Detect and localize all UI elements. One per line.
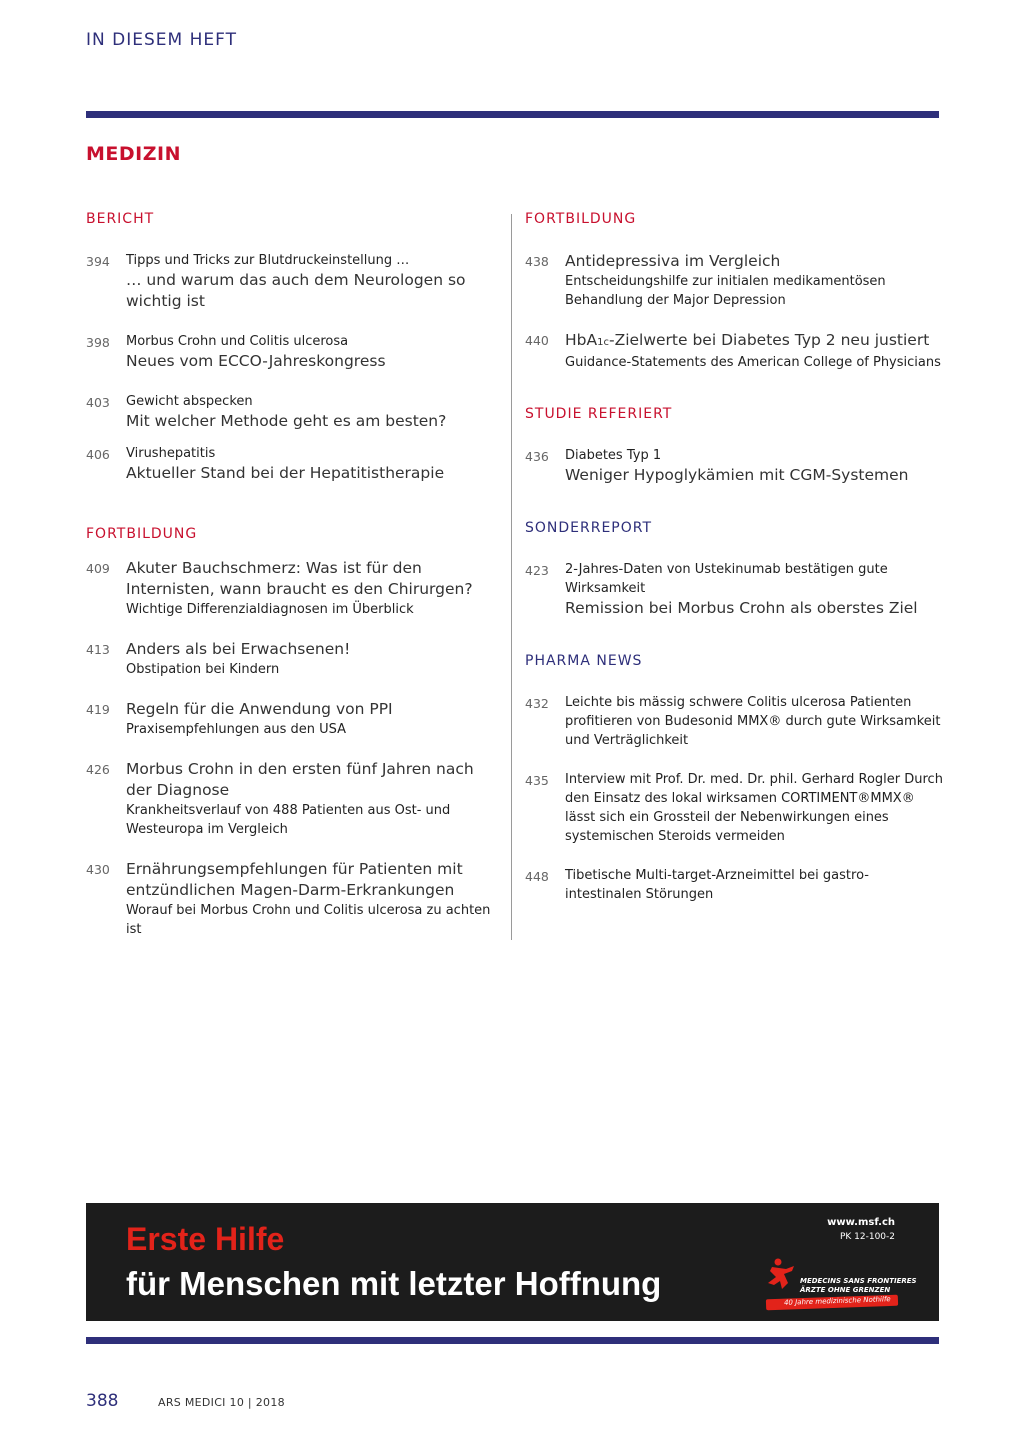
msf-org-name-de: ÄRZTE OHNE GRENZEN	[800, 1286, 891, 1294]
entry-subtitle: Wichtige Differenzialdiagnosen im Überblick	[126, 602, 414, 617]
entry-kicker: Diabetes Typ 1	[565, 448, 662, 463]
toc-entry[interactable]	[525, 330, 945, 372]
page-number: 409	[86, 561, 110, 576]
msf-logo	[762, 1253, 917, 1313]
page-number: 413	[86, 642, 110, 657]
entry-headline: Neues vom ECCO-Jahreskongress	[126, 352, 386, 370]
entry-headline: Regeln für die Anwendung von PPI	[126, 700, 393, 718]
entry-subtitle: Guidance-Statements des American College of Physicians	[565, 355, 941, 370]
toc-entry[interactable]	[525, 251, 945, 310]
column-divider	[511, 214, 512, 940]
toc-entry[interactable]	[86, 444, 501, 484]
msf-running-man-icon	[764, 1257, 798, 1291]
entry-kicker: 2-Jahres-Daten von Ustekinumab bestätigen gute Wirksamkeit	[565, 562, 888, 596]
page-number: 430	[86, 862, 110, 877]
entry-subtitle: Krankheitsverlauf von 488 Patienten aus Ost- und Westeuropa im Vergleich	[126, 803, 451, 837]
ad-account-number: PK 12-100-2	[839, 1232, 895, 1242]
page-number: 438	[525, 254, 549, 269]
top-divider-rule	[86, 111, 939, 118]
entry-headline: Weniger Hypoglykämien mit CGM-Systemen	[565, 466, 909, 484]
toc-entry[interactable]	[525, 560, 945, 619]
entry-kicker: Gewicht abspecken	[126, 394, 253, 409]
entry-headline: Aktueller Stand bei der Hepatitistherapie	[126, 464, 445, 482]
right-column	[525, 211, 945, 924]
entry-subtitle: Worauf bei Morbus Crohn und Colitis ulcerosa zu achten ist	[126, 903, 491, 937]
entry-headline: Antidepressiva im Vergleich	[565, 252, 781, 270]
entry-headline: Ernährungsempfehlungen für Patienten mit entzündlichen Magen-Darm-Erkrankungen	[126, 860, 463, 899]
page-number: 440	[525, 333, 549, 348]
toc-entry[interactable]	[86, 558, 501, 619]
page-number: 432	[525, 696, 549, 711]
toc-entry[interactable]	[525, 866, 945, 904]
entry-headline: Remission bei Morbus Crohn als oberstes Ziel	[565, 599, 918, 617]
entry-kicker: Morbus Crohn und Colitis ulcerosa	[126, 334, 349, 349]
toc-entry[interactable]	[86, 639, 501, 679]
ad-headline: Erste Hilfe	[126, 1221, 285, 1257]
section-header-label: IN DIESEM HEFT	[86, 30, 237, 50]
category-sonderreport: SONDERREPORT	[525, 520, 653, 536]
entry-headline: HbA1c-Zielwerte bei Diabetes Typ 2 neu justiert	[565, 331, 930, 349]
msf-org-name: MEDECINS SANS FRONTIERES	[800, 1277, 917, 1285]
page-number: 448	[525, 869, 549, 884]
entry-headline: Mit welcher Methode geht es am besten?	[126, 412, 447, 430]
toc-entry[interactable]	[525, 770, 945, 846]
page-number: 406	[86, 447, 110, 462]
toc-entry[interactable]	[86, 759, 501, 839]
entry-headline: Morbus Crohn in den ersten fünf Jahren nach der Diagnose	[126, 760, 474, 799]
entry-headline: Anders als bei Erwachsenen!	[126, 640, 351, 658]
entry-subtitle: Entscheidungshilfe zur initialen medikamentösen Behandlung der Major Depression	[565, 274, 886, 308]
toc-entry[interactable]	[86, 251, 501, 312]
ad-subheadline: für Menschen mit letzter Hoffnung	[126, 1265, 662, 1302]
left-column	[86, 211, 501, 959]
bottom-divider-rule	[86, 1337, 939, 1344]
category-pharma-news: PHARMA NEWS	[525, 653, 643, 669]
page-number: 423	[525, 563, 549, 578]
category-studie-referiert: STUDIE REFERIERT	[525, 406, 673, 422]
toc-entry[interactable]	[525, 446, 945, 486]
page-number: 435	[525, 773, 549, 788]
footer-journal-name: ARS MEDICI 10 | 2018	[158, 1396, 285, 1409]
page-number: 403	[86, 395, 110, 410]
toc-entry[interactable]	[86, 332, 501, 372]
entry-headline: … und warum das auch dem Neurologen so wichtig ist	[126, 271, 466, 310]
entry-text: Interview mit Prof. Dr. med. Dr. phil. Gerhard Rogler Durch den Einsatz des lokal wirksamen CORTIMENT®MMX® lässt sich ein Grossteil der Nebenwirkungen eines systemischen Steroids vermeiden	[565, 772, 943, 844]
page-number: 394	[86, 254, 110, 269]
page-number: 426	[86, 762, 110, 777]
page-number: 436	[525, 449, 549, 464]
footer-page-number: 388	[86, 1391, 119, 1411]
toc-entry[interactable]	[86, 699, 501, 739]
entry-headline: Akuter Bauchschmerz: Was ist für den Internisten, wann braucht es den Chirurgen?	[126, 559, 473, 598]
ad-url[interactable]: www.msf.ch	[827, 1217, 895, 1228]
msf-tagline: 40 Jahre medizinische Nothilfe	[783, 1295, 891, 1307]
toc-entry[interactable]	[86, 392, 501, 432]
entry-text: Tibetische Multi-target-Arzneimittel bei gastro-intestinalen Störungen	[565, 868, 869, 902]
page-number: 419	[86, 702, 110, 717]
entry-subtitle: Obstipation bei Kindern	[126, 662, 280, 677]
category-fortbildung: FORTBILDUNG	[86, 526, 198, 542]
toc-entry[interactable]	[86, 859, 501, 939]
category-fortbildung-right: FORTBILDUNG	[525, 211, 637, 227]
page-number: 398	[86, 335, 110, 350]
section-title: MEDIZIN	[86, 143, 181, 165]
entry-subtitle: Praxisempfehlungen aus den USA	[126, 722, 347, 737]
toc-entry[interactable]	[525, 693, 945, 750]
msf-ad-banner[interactable]	[86, 1203, 939, 1321]
category-bericht: BERICHT	[86, 211, 155, 227]
entry-kicker: Virushepatitis	[126, 446, 216, 461]
entry-text: Leichte bis mässig schwere Colitis ulcerosa Patienten profitieren von Budesonid MMX® durch gute Wirksamkeit und Verträglichkeit	[565, 695, 941, 748]
entry-kicker: Tipps und Tricks zur Blutdruckeinstellung …	[126, 253, 410, 268]
